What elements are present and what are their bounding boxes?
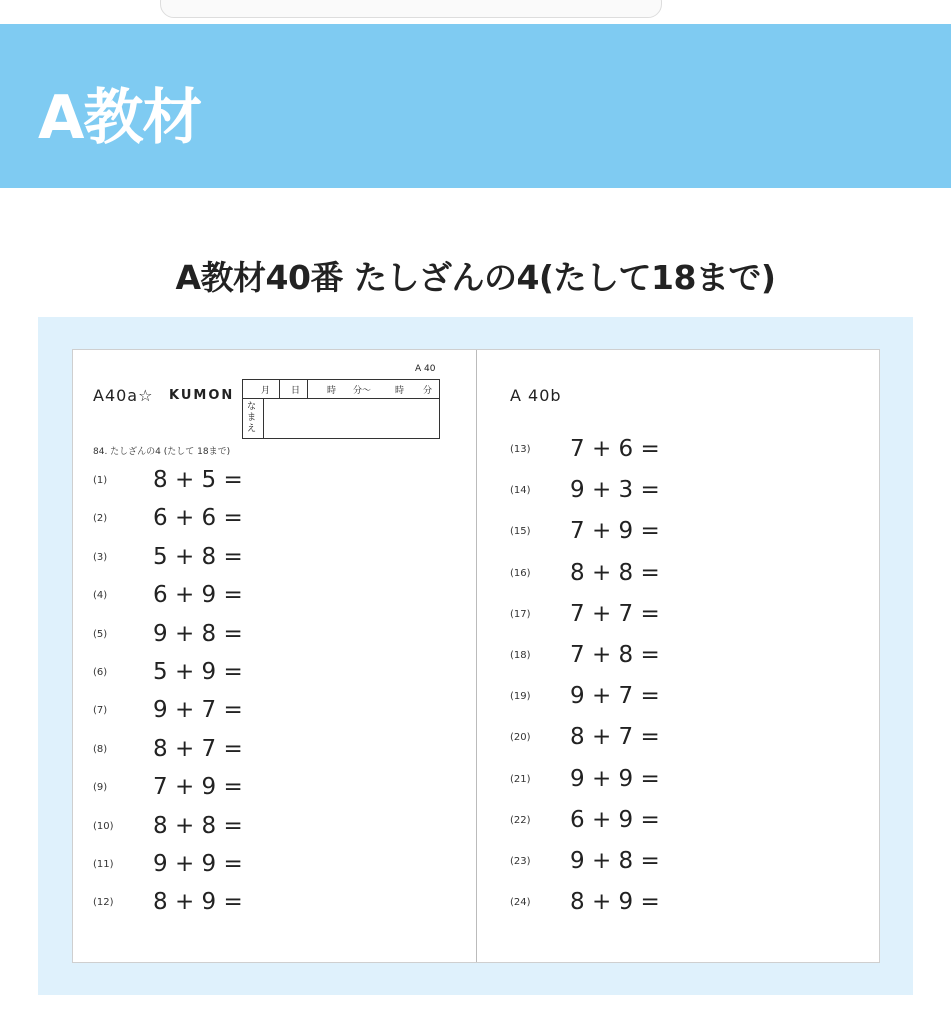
problem-expression: 7 + 6 = (570, 436, 660, 462)
banner-title: A教材 (38, 83, 202, 153)
problem-expression: 8 + 9 = (153, 889, 243, 916)
browser-top-bar (0, 0, 951, 24)
box-divider (263, 398, 264, 438)
problem-expression: 9 + 9 = (570, 765, 660, 792)
problem-expression: 9 + 9 = (153, 851, 243, 877)
problem-number: (20) (510, 732, 531, 744)
problem-number: (22) (510, 814, 531, 826)
problem-expression: 8 + 9 = (570, 889, 660, 916)
problem-expression: 7 + 9 = (153, 774, 243, 801)
problem-number: (12) (93, 897, 114, 909)
label-month: 月 (261, 386, 271, 396)
problem-expression: 9 + 3 = (570, 477, 660, 504)
label-minute-from: 分〜 (353, 386, 372, 396)
problem-number: (9) (93, 782, 108, 794)
problem-number: (1) (93, 475, 108, 486)
box-divider (307, 380, 308, 398)
problem-number: (17) (510, 608, 531, 620)
problem-number: (10) (93, 820, 114, 832)
box-divider (279, 380, 280, 398)
problem-expression: 8 + 8 = (153, 812, 243, 839)
problem-number: (23) (510, 856, 531, 867)
label-minute-end: 分 (423, 386, 433, 396)
problem-expression: 8 + 8 = (570, 559, 660, 586)
worksheet-subtitle: 84. たしざんの4 (たして 18まで) (93, 447, 231, 457)
problem-number: (14) (510, 485, 531, 497)
date-name-box (242, 379, 440, 439)
problem-number: (13) (510, 444, 531, 455)
label-day: 日 (291, 386, 301, 396)
problem-expression: 7 + 7 = (570, 600, 660, 627)
problem-expression: 9 + 7 = (153, 697, 243, 724)
sheet-code: A40a☆ (93, 386, 154, 405)
problem-number: (11) (93, 859, 114, 870)
worksheet-page-right (477, 350, 879, 962)
worksheet-image (38, 317, 913, 995)
sheet-code-small: A 40 (415, 364, 436, 374)
problem-number: (6) (93, 667, 108, 678)
problem-number: (3) (93, 551, 108, 563)
problem-number: (5) (93, 628, 108, 640)
worksheet-page-left (73, 350, 476, 962)
problem-expression: 8 + 7 = (570, 724, 660, 751)
problem-expression: 5 + 8 = (153, 543, 243, 570)
name-label: なまえ (247, 402, 257, 434)
section-title: A教材40番 たしざんの4(たして18まで) (175, 258, 776, 297)
header-banner (0, 24, 951, 188)
brand-logo: KUMON (169, 388, 235, 403)
problem-expression: 8 + 7 = (153, 735, 243, 762)
problem-expression: 9 + 7 = (570, 683, 660, 710)
label-hour-end: 時 (395, 386, 405, 396)
problem-number: (19) (510, 691, 531, 703)
problem-expression: 8 + 5 = (153, 467, 243, 493)
problem-number: (8) (93, 743, 108, 755)
problem-expression: 7 + 8 = (570, 642, 660, 668)
problem-number: (18) (510, 650, 531, 661)
problem-number: (24) (510, 897, 531, 909)
label-hour: 時 (327, 386, 337, 396)
problem-number: (2) (93, 513, 108, 525)
problem-expression: 9 + 8 = (570, 848, 660, 874)
worksheet (72, 349, 880, 963)
sheet-code: A 40b (510, 386, 562, 405)
problem-number: (16) (510, 567, 531, 579)
problem-number: (7) (93, 705, 108, 717)
problem-number: (4) (93, 590, 108, 602)
address-bar[interactable] (160, 0, 662, 18)
problem-number: (15) (510, 526, 531, 538)
problem-expression: 7 + 9 = (570, 518, 660, 545)
date-time-row (243, 380, 439, 399)
problem-expression: 6 + 9 = (570, 806, 660, 833)
problem-expression: 6 + 9 = (153, 582, 243, 609)
problem-expression: 5 + 9 = (153, 659, 243, 685)
problem-expression: 9 + 8 = (153, 620, 243, 647)
problem-number: (21) (510, 773, 531, 785)
problem-expression: 6 + 6 = (153, 505, 243, 532)
